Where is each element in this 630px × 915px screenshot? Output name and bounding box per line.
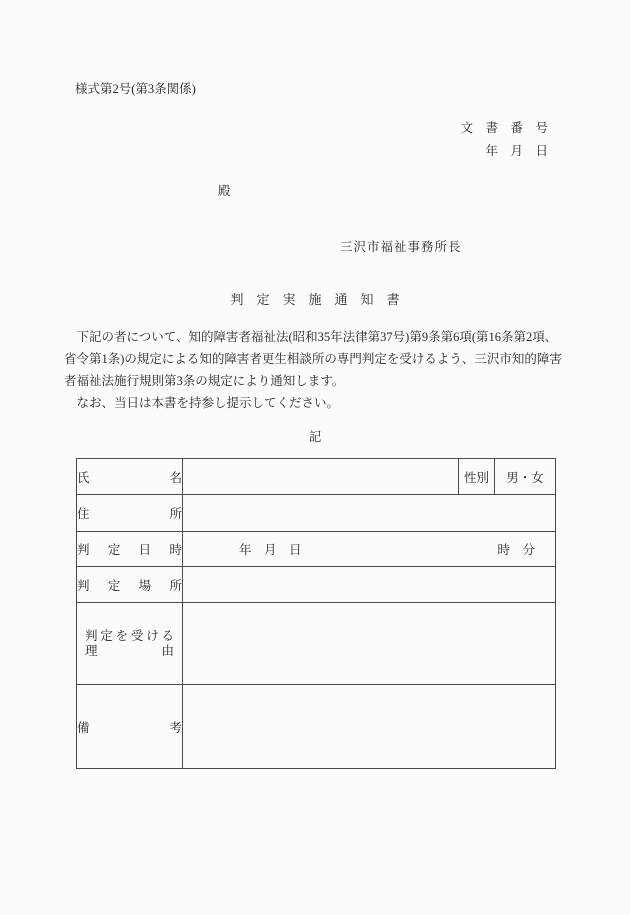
datetime-value-cell [183, 532, 556, 567]
table-row-datetime [77, 532, 556, 567]
table-row-remarks [77, 685, 556, 769]
doc-date-line: 年 月 日 [485, 144, 548, 158]
body-line-4: なお、当日は本書を持参し提示してください。 [64, 396, 340, 410]
doc-number-line: 文 書 番 号 [460, 121, 548, 135]
reason-label-line-2: 理 由 [85, 643, 174, 658]
remarks-label-cell: 備 考 [77, 685, 183, 769]
reason-value-cell [183, 603, 556, 685]
reason-label-cell [77, 603, 183, 685]
datetime-label-cell: 判 定 日 時 [77, 532, 183, 567]
document-title: 判 定 実 施 通 知 書 [230, 292, 400, 307]
datetime-date-part: 年 月 日 [239, 543, 302, 557]
place-value-cell [183, 567, 556, 603]
remarks-value-cell [183, 685, 556, 769]
notice-table [76, 458, 556, 769]
table-row-address [77, 495, 556, 532]
address-label-cell: 住 所 [77, 495, 183, 532]
body-paragraph [64, 326, 604, 414]
body-line-3: 者福祉法施行規則第3条の規定により通知します。 [64, 374, 345, 388]
reason-label-line-1: 判定を受ける [85, 628, 174, 643]
table-row-place [77, 567, 556, 603]
doc-number-block [460, 117, 548, 163]
record-marker: 記 [308, 430, 322, 444]
datetime-time-part: 時 分 [497, 543, 535, 557]
table-row-reason [77, 603, 556, 685]
sex-label-cell: 性別 [459, 459, 495, 495]
body-line-1: 下記の者について、知的障害者福祉法(昭和35年法律第37号)第9条第6項(第16条第2項、 [64, 330, 558, 344]
form-number: 様式第2号(第3条関係) [75, 82, 196, 96]
name-value-cell [183, 459, 459, 495]
sender-name: 三沢市福祉事務所長 [340, 240, 462, 254]
place-label-cell: 判 定 場 所 [77, 567, 183, 603]
table-row-name [77, 459, 556, 495]
name-label-cell: 氏 名 [77, 459, 183, 495]
address-value-cell [183, 495, 556, 532]
sex-value-cell: 男・女 [495, 459, 556, 495]
addressee-honorific: 殿 [218, 184, 231, 198]
body-line-2: 省令第1条)の規定による知的障害者更生相談所の専門判定を受けるよう、三沢市知的障害 [64, 352, 562, 366]
datetime-value-line [183, 540, 555, 558]
